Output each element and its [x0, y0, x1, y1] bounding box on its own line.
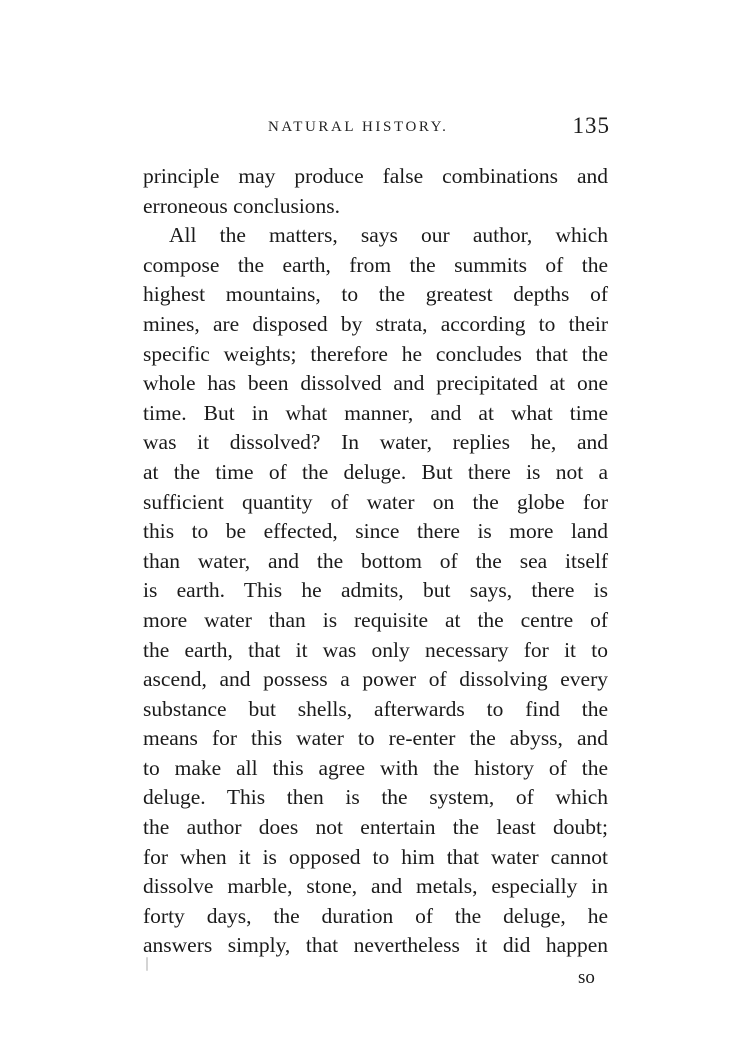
text-line: at the time of the deluge. But there is not a [143, 459, 608, 484]
text-line: this to be effected, since there is more land [143, 519, 608, 544]
text-line: means for this water to re-enter the abyss, and [143, 726, 608, 751]
text-line: ascend, and possess a power of dissolving every [143, 667, 608, 692]
text-line: to make all this agree with the history of the [143, 755, 608, 780]
body-text [143, 162, 608, 961]
text-line: the earth, that it was only necessary for it to [143, 637, 608, 662]
paper-speck [146, 957, 148, 971]
text-line: the author does not entertain the least doubt; [143, 815, 608, 840]
text-line: forty days, the duration of the deluge, he [143, 903, 608, 928]
text-line: time. But in what manner, and at what time [143, 400, 608, 425]
text-line: dissolve marble, stone, and metals, especially in [143, 874, 608, 899]
running-head [268, 113, 610, 143]
text-line: for when it is opposed to him that water cannot [143, 844, 608, 869]
page-number: 135 [572, 113, 610, 138]
text-line: highest mountains, to the greatest depths of [143, 282, 608, 307]
running-title: NATURAL HISTORY. [268, 119, 449, 135]
text-line: whole has been dissolved and precipitated at one [143, 371, 608, 396]
text-line: more water than is requisite at the centre of [143, 607, 608, 632]
text-line: was it dissolved? In water, replies he, and [143, 430, 608, 455]
text-line: than water, and the bottom of the sea itself [143, 548, 608, 573]
text-line: is earth. This he admits, but says, there is [143, 578, 608, 603]
text-line: deluge. This then is the system, of which [143, 785, 608, 810]
text-line: principle may produce false combinations and [143, 164, 608, 188]
text-line: mines, are disposed by strata, according to their [143, 311, 608, 336]
text-line: substance but shells, afterwards to find the [143, 696, 608, 721]
text-line: erroneous conclusions. [143, 193, 341, 218]
text-line: answers simply, that nevertheless it did happen [143, 933, 608, 958]
text-line: All the matters, says our author, which [169, 223, 608, 248]
text-line: sufficient quantity of water on the globe for [143, 489, 608, 514]
text-line: compose the earth, from the summits of the [143, 252, 608, 277]
catchword: so [578, 967, 595, 988]
text-line: specific weights; therefore he concludes that the [143, 341, 608, 366]
